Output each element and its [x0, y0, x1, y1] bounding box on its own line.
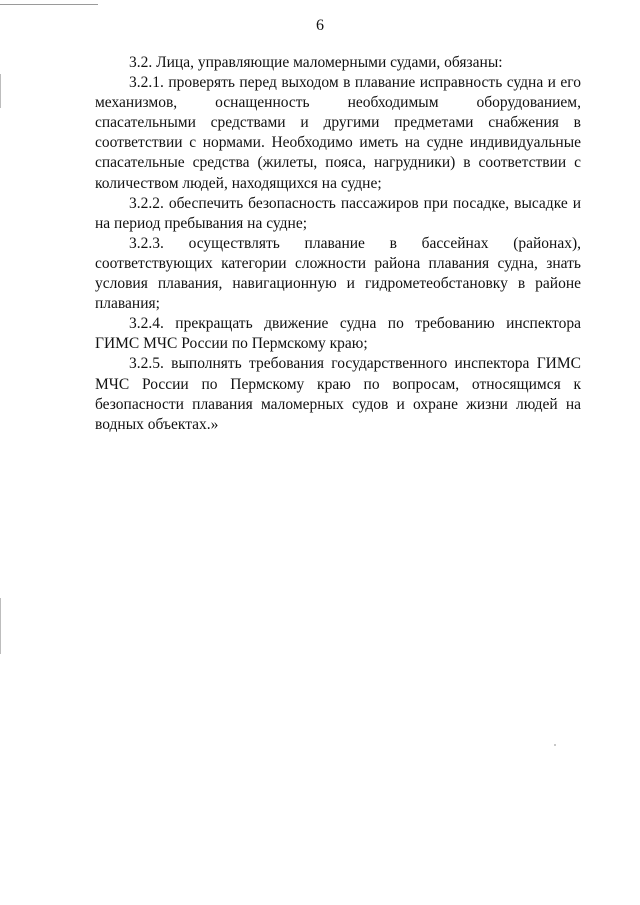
scan-edge-line	[0, 4, 98, 5]
page-number: 6	[316, 17, 324, 34]
paragraph-3-2-2: 3.2.2. обеспечить безопасность пассажиров при посадке, высадке и на период пребывания на судне;	[95, 194, 581, 232]
paragraph-3-2-1: 3.2.1. проверять перед выходом в плавание исправность судна и его механизмов, оснащенность необходимым оборудованием, спасательными средствами и другими предметами снабжения в соответствии с нормами. Необходимо иметь на судне индивидуальные спасательные средства (жилеты, пояса, нагрудники) в соответствии с количеством людей, находящихся на судне;	[95, 74, 581, 192]
document-body	[95, 53, 581, 435]
scan-edge-mark	[0, 598, 1, 654]
scan-edge-mark	[0, 74, 1, 108]
paragraph-3-2-4: 3.2.4. прекращать движение судна по требованию инспектора ГИМС МЧС России по Пермскому краю;	[95, 315, 581, 353]
paragraph-3-2-5: 3.2.5. выполнять требования государственного инспектора ГИМС МЧС России по Пермскому краю по вопросам, относящимся к безопасности плавания маломерных судов и охране жизни людей на водных объектах.»	[95, 355, 581, 433]
scan-speck	[554, 744, 556, 746]
paragraph-3-2: 3.2. Лица, управляющие маломерными судами, обязаны:	[129, 54, 503, 71]
paragraph-3-2-3: 3.2.3. осуществлять плавание в бассейнах (районах), соответствующих категории сложности района плавания судна, знать условия плавания, навигационную и гидрометеобстановку в районе плавания;	[95, 234, 581, 313]
